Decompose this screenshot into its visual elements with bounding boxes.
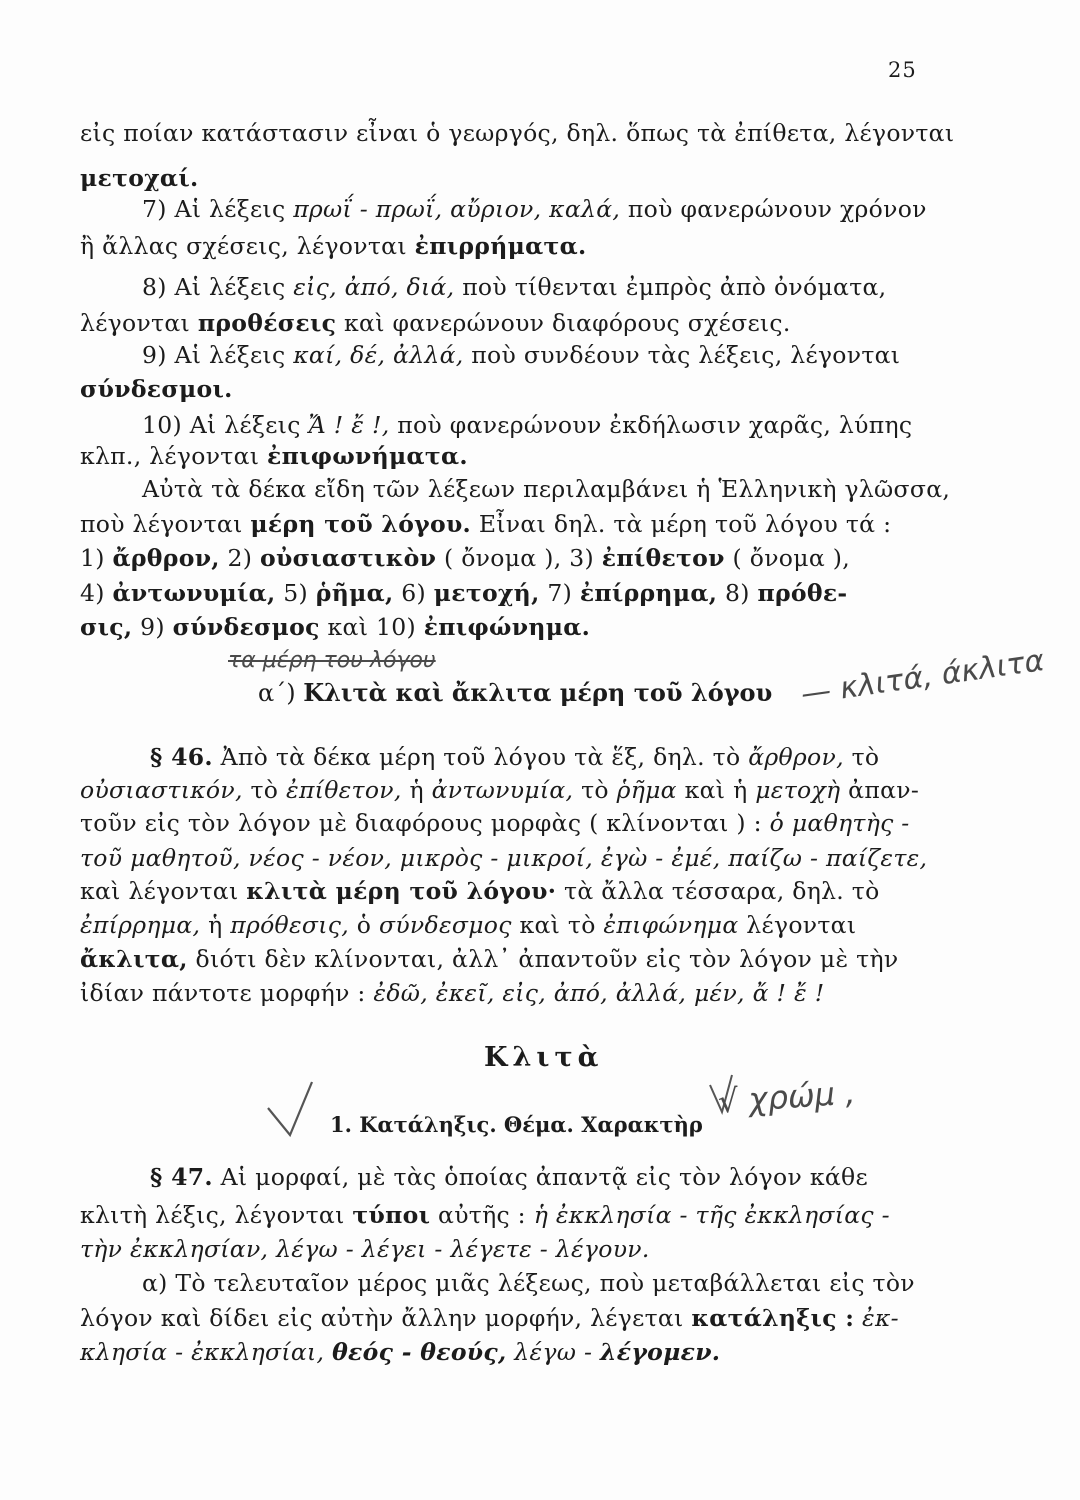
text-segment: 2) bbox=[219, 544, 261, 572]
term-bold: προθέσεις bbox=[197, 309, 337, 337]
example-italic: ῥῆμα bbox=[616, 776, 677, 804]
text-segment: ποὺ φανερώνουν ἐκδήλωσιν χαρᾶς, λύπης bbox=[389, 411, 913, 439]
text-segment: λέγονται bbox=[738, 911, 857, 939]
text-line bbox=[80, 374, 233, 404]
text-segment: ποὺ τίθενται ἐμπρὸς ἀπὸ ὀνόματα, bbox=[454, 273, 887, 301]
term-bold: ἐπιρρήματα. bbox=[414, 232, 587, 260]
term-bold: ἀντωνυμία, bbox=[112, 579, 276, 607]
text-segment: 6) bbox=[393, 579, 434, 607]
text-line bbox=[80, 910, 856, 940]
text-segment: καὶ τὸ bbox=[511, 911, 604, 939]
term-bold: ῥῆμα, bbox=[315, 579, 394, 607]
text-segment: 8) Αἱ λέξεις bbox=[142, 273, 294, 301]
text-segment: 10) Αἱ λέξεις bbox=[142, 411, 309, 439]
example-italic: ἡ ἐκκλησία - τῆς ἐκκλησίας - bbox=[533, 1201, 890, 1229]
text-line bbox=[142, 410, 912, 440]
text-line bbox=[80, 775, 919, 805]
term-bold: μετοχαί. bbox=[80, 164, 199, 192]
example-italic: μετοχὴ bbox=[755, 776, 841, 804]
text-line bbox=[80, 163, 198, 193]
paragraph-number: § 46. bbox=[150, 743, 213, 771]
term-bold: κατάληξις : bbox=[691, 1304, 855, 1332]
term-bold: ἐπίθετον bbox=[601, 544, 725, 572]
text-segment: ὁ bbox=[348, 911, 379, 939]
text-segment: Ἀπὸ τὰ δέκα μέρη τοῦ λόγου τὰ ἕξ, δηλ. τὸ bbox=[212, 743, 749, 771]
example-italic: ἐπιφώνημα bbox=[603, 911, 739, 939]
text-segment: Αἱ μορφαί, μὲ τὰς ὁποίας ἀπαντᾷ εἰς τὸν λόγον κάθε bbox=[212, 1163, 868, 1191]
example-italic: πρόθεσις, bbox=[230, 911, 349, 939]
example-italic: λέγω - bbox=[506, 1338, 600, 1366]
handwritten-note-right: — κλιτά, άκλιτα bbox=[798, 643, 1047, 712]
text-line bbox=[80, 978, 824, 1008]
text-segment: τὸ bbox=[242, 776, 287, 804]
text-line bbox=[150, 1162, 868, 1192]
text-segment: Αὐτὰ τὰ δέκα εἴδη τῶν λέξεων περιλαμβάνει ἡ Ἑλληνικὴ γλῶσσα, bbox=[142, 475, 951, 503]
section-label: α΄) bbox=[258, 679, 296, 707]
text-segment: 4) bbox=[80, 579, 113, 607]
text-segment: Εἶναι δηλ. τὰ μέρη τοῦ λόγου τά : bbox=[471, 510, 892, 538]
text-segment: καὶ φανερώνουν διαφόρους σχέσεις. bbox=[336, 309, 791, 337]
text-segment: ( ὄνομα ), 3) bbox=[436, 544, 602, 572]
text-segment: ποὺ λέγονται bbox=[80, 510, 251, 538]
term-bold: σύνδεσμος bbox=[172, 613, 320, 641]
example-italic: καί, δέ, ἀλλά, bbox=[293, 341, 464, 369]
text-segment: ποὺ συνδέουν τὰς λέξεις, λέγονται bbox=[463, 341, 901, 369]
example-italic: σύνδεσμος bbox=[378, 911, 512, 939]
text-segment: καὶ ἡ bbox=[676, 776, 756, 804]
text-line bbox=[80, 944, 898, 974]
term-bold: μέρη τοῦ λόγου. bbox=[250, 510, 472, 538]
text-line bbox=[80, 231, 586, 261]
term-bold: ἐπίρρημα, bbox=[579, 579, 718, 607]
text-line bbox=[80, 441, 468, 471]
example-italic: πρωΐ - πρωΐ, αὔριον, καλά, bbox=[293, 195, 621, 223]
text-line bbox=[80, 1303, 899, 1333]
text-segment: 9) Αἱ λέξεις bbox=[142, 341, 294, 369]
example-italic: τὴν ἐκκλησίαν, λέγω - λέγει - λέγετε - λέγουν. bbox=[80, 1235, 650, 1263]
term-bold: σις, bbox=[80, 613, 133, 641]
klita-heading: Κλιτὰ bbox=[484, 1042, 604, 1073]
term-bold: κλιτὰ μέρη τοῦ λόγου· bbox=[246, 877, 557, 905]
text-segment: διότι δὲν κλίνονται, ἀλλ᾽ ἀπαντοῦν εἰς τὸν λόγον μὲ τὴν bbox=[187, 945, 899, 973]
text-segment: καὶ 10) bbox=[319, 613, 424, 641]
example-italic: κλησία - ἐκκλησίαι, bbox=[80, 1338, 333, 1366]
text-segment: 1) bbox=[80, 544, 113, 572]
example-italic: ὁ μαθητὴς - bbox=[769, 809, 910, 837]
term-bold-italic: θεούς, bbox=[420, 1338, 507, 1366]
text-segment: ( ὄνομα ), bbox=[724, 544, 850, 572]
text-segment: λόγον καὶ δίδει εἰς αὐτὴν ἄλλην μορφήν, λέγεται bbox=[80, 1304, 692, 1332]
term-bold-italic: θεός bbox=[332, 1338, 394, 1366]
section-title: Κλιτὰ καὶ ἄκλιτα μέρη τοῦ λόγου bbox=[303, 678, 773, 707]
page-number: 25 bbox=[888, 58, 917, 82]
text-line bbox=[80, 1337, 720, 1367]
text-line bbox=[80, 843, 927, 873]
text-line bbox=[80, 876, 880, 906]
text-line bbox=[80, 308, 791, 338]
handwritten-note-above: τα μέρη του λόγου bbox=[228, 648, 436, 673]
example-italic: ἄρθρον, bbox=[748, 743, 844, 771]
text-line bbox=[142, 272, 886, 302]
example-italic: τοῦ μαθητοῦ, νέος - νέον, μικρὸς - μικροί, ἐγὼ - ἐμέ, παίζω - παίζετε, bbox=[80, 844, 928, 872]
text-line bbox=[142, 194, 927, 224]
text-segment: α) Τὸ τελευταῖον μέρος μιᾶς λέξεως, ποὺ μεταβάλλεται εἰς τὸν bbox=[142, 1269, 915, 1297]
term-bold: πρόθε- bbox=[757, 579, 848, 607]
text-segment: αὐτῆς : bbox=[430, 1201, 534, 1229]
term-bold-italic: λέγομεν. bbox=[599, 1338, 721, 1366]
text-segment: κλπ., λέγονται bbox=[80, 442, 268, 470]
text-segment: 9) bbox=[132, 613, 173, 641]
term-bold: ἐπιφώνημα. bbox=[423, 613, 591, 641]
text-line bbox=[142, 1268, 915, 1298]
text-line bbox=[80, 543, 850, 573]
text-segment: ἰδίαν πάντοτε μορφήν : bbox=[80, 979, 374, 1007]
term-bold: σύνδεσμοι. bbox=[80, 375, 233, 403]
example-italic: ἐπίθετον, bbox=[286, 776, 402, 804]
term-bold: ἐπιφωνήματα. bbox=[267, 442, 468, 470]
term-bold: τύποι bbox=[352, 1201, 431, 1229]
term-bold: ἄρθρον, bbox=[112, 544, 220, 572]
subsection-heading: 1. Κατάληξις. Θέμα. Χαρακτὴρ bbox=[330, 1112, 703, 1137]
text-segment: καὶ λέγονται bbox=[80, 877, 247, 905]
text-segment: ἢ ἄλλας σχέσεις, λέγονται bbox=[80, 232, 415, 260]
text-segment: 7) Αἱ λέξεις bbox=[142, 195, 294, 223]
example-italic: ἐδῶ, ἐκεῖ, εἰς, ἀπό, ἀλλά, μέν, ἄ ! ἔ ! bbox=[373, 979, 825, 1007]
text-line bbox=[80, 612, 590, 642]
text-segment: ἀπαν- bbox=[840, 776, 920, 804]
text-line bbox=[150, 742, 879, 772]
example-italic: ἐκ- bbox=[854, 1304, 899, 1332]
text-segment: - bbox=[393, 1338, 421, 1366]
text-segment: τὰ ἄλλα τέσσαρα, δηλ. τὸ bbox=[556, 877, 880, 905]
example-italic: ἐπίρρημα, bbox=[80, 911, 201, 939]
section-heading-a bbox=[258, 678, 772, 707]
text-segment: τὸ bbox=[843, 743, 880, 771]
handwritten-root-note: √ χρώμ , bbox=[716, 1073, 857, 1121]
text-segment: 8) bbox=[717, 579, 758, 607]
text-segment: κλιτὴ λέξις, λέγονται bbox=[80, 1201, 353, 1229]
term-bold: ἄκλιτα, bbox=[80, 945, 188, 973]
text-segment: ἡ bbox=[401, 776, 432, 804]
example-italic: εἰς, ἀπό, διά, bbox=[293, 273, 455, 301]
text-segment: λέγονται bbox=[80, 309, 198, 337]
text-segment: τὸ bbox=[573, 776, 617, 804]
text-line bbox=[80, 118, 954, 148]
check-mark-left bbox=[268, 1082, 312, 1135]
paragraph-number: § 47. bbox=[150, 1163, 213, 1191]
text-segment: 5) bbox=[275, 579, 316, 607]
text-segment: τοῦν εἰς τὸν λόγον μὲ διαφόρους μορφὰς ( κλίνονται ) : bbox=[80, 809, 770, 837]
text-line bbox=[80, 1234, 650, 1264]
text-line bbox=[80, 578, 847, 608]
text-segment: εἰς ποίαν κατάστασιν εἶναι ὁ γεωργός, δηλ. ὅπως τὰ ἐπίθετα, λέγονται bbox=[80, 119, 955, 147]
text-line bbox=[80, 1200, 890, 1230]
text-segment: ἡ bbox=[200, 911, 231, 939]
text-line bbox=[80, 808, 910, 838]
example-italic: ἀντωνυμία, bbox=[431, 776, 574, 804]
text-line bbox=[80, 509, 891, 539]
text-segment: 7) bbox=[539, 579, 580, 607]
term-bold: μετοχή, bbox=[433, 579, 540, 607]
text-line bbox=[142, 474, 950, 504]
text-line bbox=[142, 340, 900, 370]
example-italic: οὐσιαστικόν, bbox=[80, 776, 243, 804]
text-segment: ποὺ φανερώνουν χρόνον bbox=[620, 195, 927, 223]
term-bold: οὐσιαστικὸν bbox=[260, 544, 437, 572]
example-italic: Ἄ ! ἔ !, bbox=[308, 411, 390, 439]
